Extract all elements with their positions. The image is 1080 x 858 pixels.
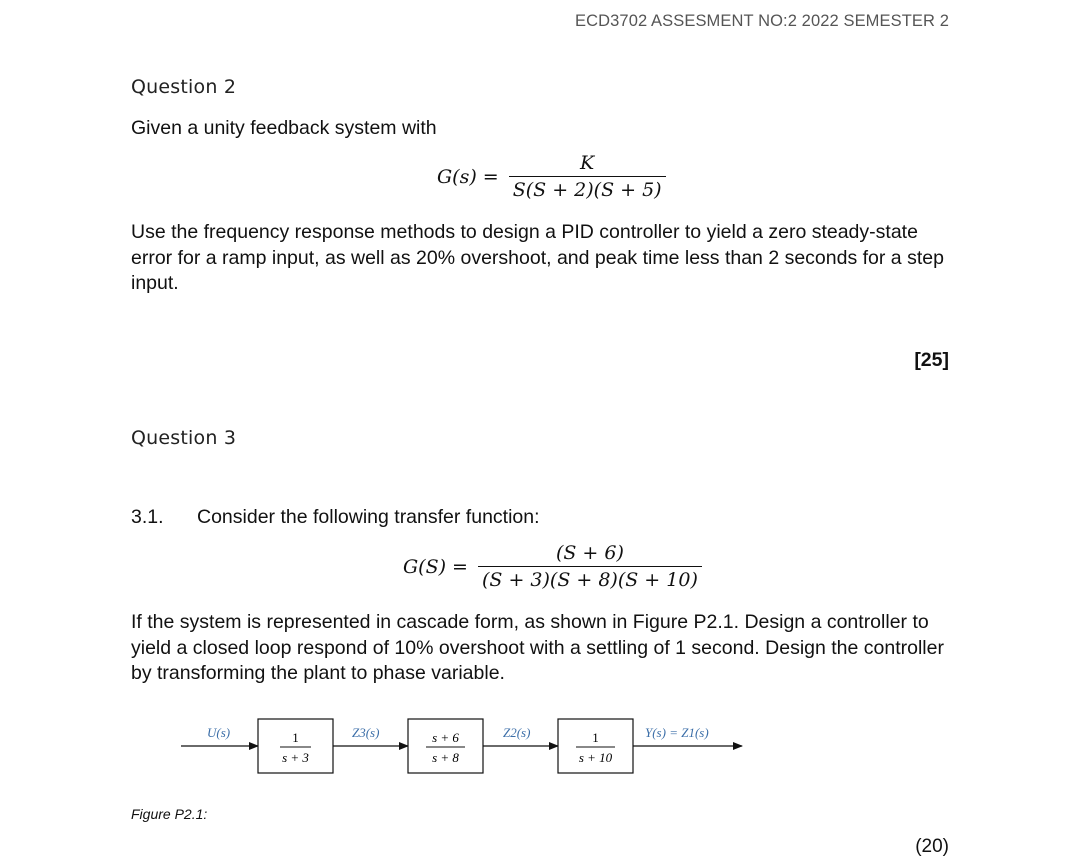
question-3-body: If the system is represented in cascade form, as shown in Figure P2.1. Design a controller to yield a closed loop respond of 10% overshoot with a settling of 1 second. Design the controller by transforming the plant to phase variable. xyxy=(131,611,944,684)
question-3-title: Question 3 xyxy=(131,427,237,449)
subquestion-number: 3.1. xyxy=(131,506,164,528)
block-3-numerator: 1 xyxy=(592,730,599,745)
block-2-numerator: s + 6 xyxy=(432,730,459,745)
input-signal-label: U(s) xyxy=(207,725,231,740)
output-signal-label: Y(s) = Z1(s) xyxy=(645,725,709,740)
question-2-intro: Given a unity feedback system with xyxy=(131,117,437,139)
question-2-marks: [25] xyxy=(914,349,949,371)
equation-gs-numerator: K xyxy=(580,152,595,174)
block-diagram xyxy=(0,700,1080,795)
block-3-denominator: s + 10 xyxy=(578,750,613,765)
equation-gS-numerator: (S + 6) xyxy=(555,542,624,564)
equation-gs-denominator: S(S + 2)(S + 5) xyxy=(509,176,666,201)
equation-gS xyxy=(403,542,702,591)
equation-gs xyxy=(437,152,666,201)
signal-label-z3: Z3(s) xyxy=(352,725,380,740)
figure-caption: Figure P2.1: xyxy=(131,806,208,822)
equation-gS-denominator: (S + 3)(S + 8)(S + 10) xyxy=(478,566,702,591)
question-2-body: Use the frequency response methods to design a PID controller to yield a zero steady-state error for a ramp input, as well as 20% overshoot, and peak time less than 2 seconds for a step input. xyxy=(131,221,944,294)
subquestion-text: Consider the following transfer function: xyxy=(197,506,540,528)
signal-label-z2: Z2(s) xyxy=(503,725,531,740)
equation-gs-fraction xyxy=(509,152,666,201)
question-2-title: Question 2 xyxy=(131,76,237,98)
page-header: ECD3702 ASSESMENT NO:2 2022 SEMESTER 2 xyxy=(575,12,949,30)
block-1-numerator: 1 xyxy=(292,730,299,745)
block-2-denominator: s + 8 xyxy=(432,750,459,765)
equation-gS-lhs: G(S) = xyxy=(403,555,468,578)
question-3-partial-marks: (20) xyxy=(915,836,949,857)
block-1-denominator: s + 3 xyxy=(282,750,309,765)
equation-gs-lhs: G(s) = xyxy=(437,165,499,188)
equation-gS-fraction xyxy=(478,542,702,591)
